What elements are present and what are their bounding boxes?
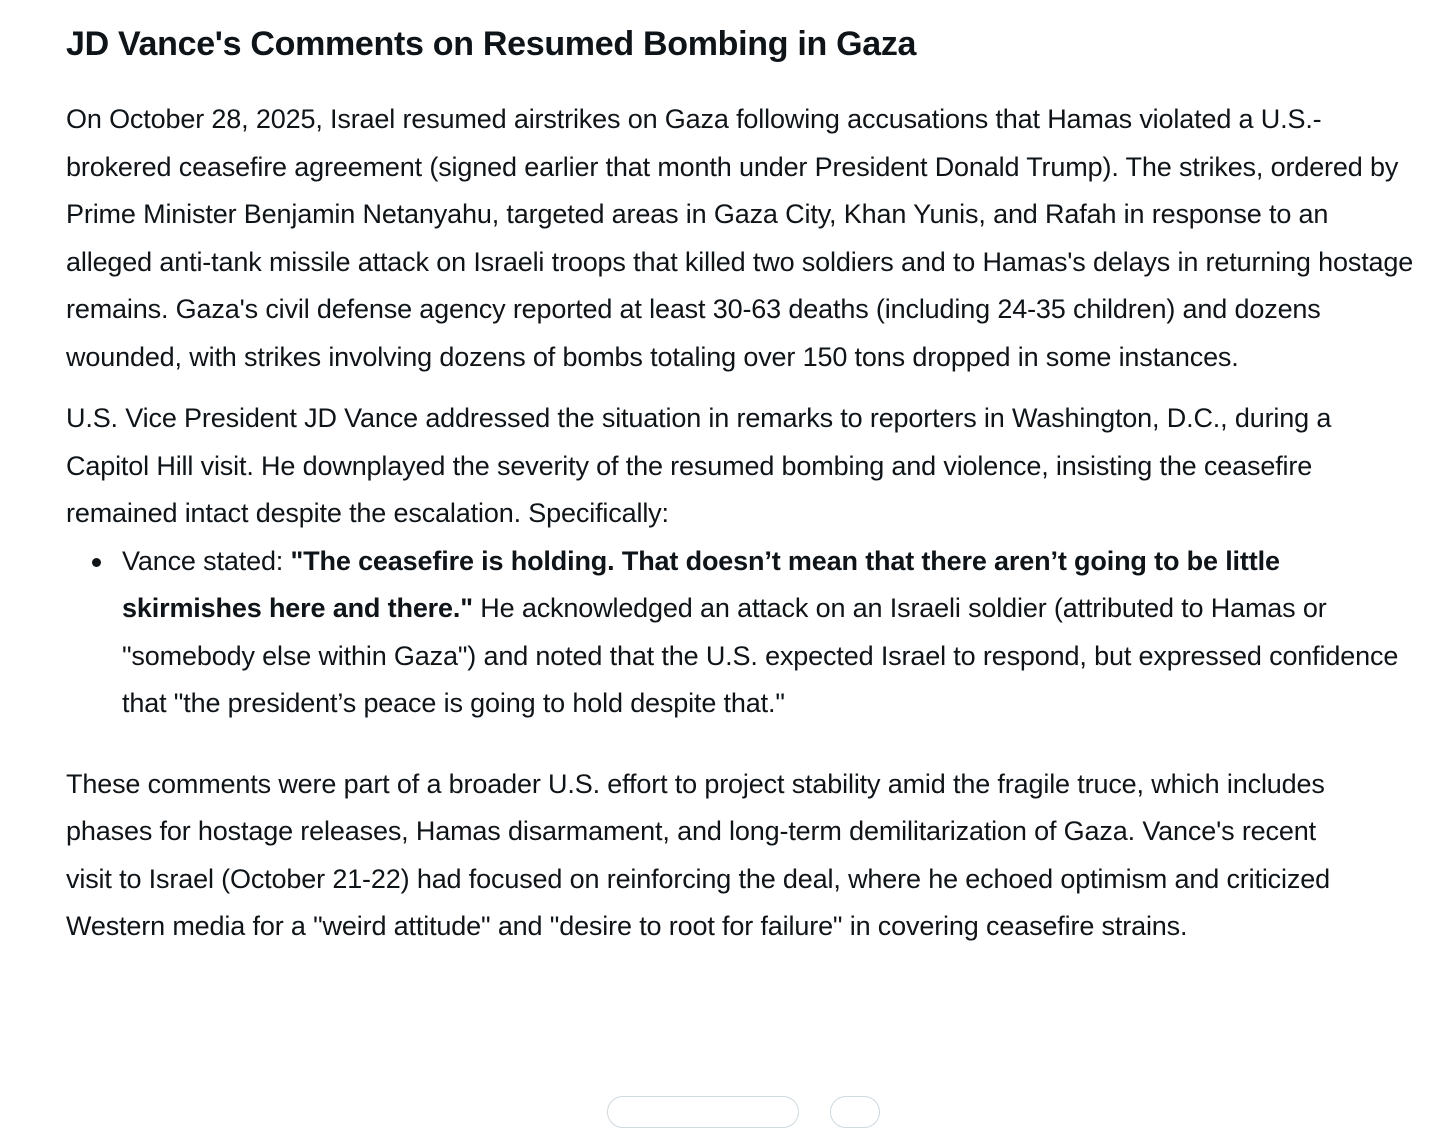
action-pill-button[interactable] — [607, 1096, 799, 1128]
action-icon-button[interactable] — [830, 1096, 880, 1128]
list-item — [66, 538, 1412, 728]
bullet-lead: Vance stated: — [122, 545, 291, 576]
bullet-rest: He acknowledged an attack on an Israeli soldier (attributed to Hamas or "somebody else within Gaza") and noted that the U.S. expected Israel to respond, but expressed confidence that "the president’s peace is going to hold despite that." — [122, 593, 1399, 718]
paragraph-airstrikes: On October 28, 2025, Israel resumed airstrikes on Gaza following accusations that Hamas violated a U.S.-brokered ceasefire agreement (signed earlier that month under President Donald Trump). The strikes, ordered by Prime Minister Benjamin Netanyahu, targeted areas in Gaza City, Khan Yunis, and Rafah in response to an alleged anti-tank missile attack on Israeli troops that killed two soldiers and to Hamas's delays in returning hostage remains. Gaza's civil defense agency reported at least 30-63 deaths (including 24-35 children) and dozens wounded, with strikes involving dozens of bombs totaling over 150 tons dropped in some instances. — [66, 104, 1414, 372]
article — [66, 18, 1426, 951]
article-title: JD Vance's Comments on Resumed Bombing in Gaza — [66, 25, 917, 63]
vance-quote: "The ceasefire is holding. That doesn’t mean that there aren’t going to be little skirmishes here and there." — [122, 545, 1280, 623]
paragraph-vance-remarks: U.S. Vice President JD Vance addressed the situation in remarks to reporters in Washington, D.C., during a Capitol Hill visit. He downplayed the severity of the resumed bombing and violence, insisting the ceasefire remained intact despite the escalation. Specifically: — [66, 403, 1332, 528]
bullet-list — [66, 538, 1426, 728]
paragraph-broader-effort: These comments were part of a broader U.S. effort to project stability amid the fragile truce, which includes phases for hostage releases, Hamas disarmament, and long-term demilitarization of Gaza. Vance's recent visit to Israel (October 21-22) had focused on reinforcing the deal, where he echoed optimism and criticized Western media for a "weird attitude" and "desire to root for failure" in covering ceasefire strains. — [66, 768, 1330, 941]
bullet-dot-icon — [92, 558, 101, 567]
